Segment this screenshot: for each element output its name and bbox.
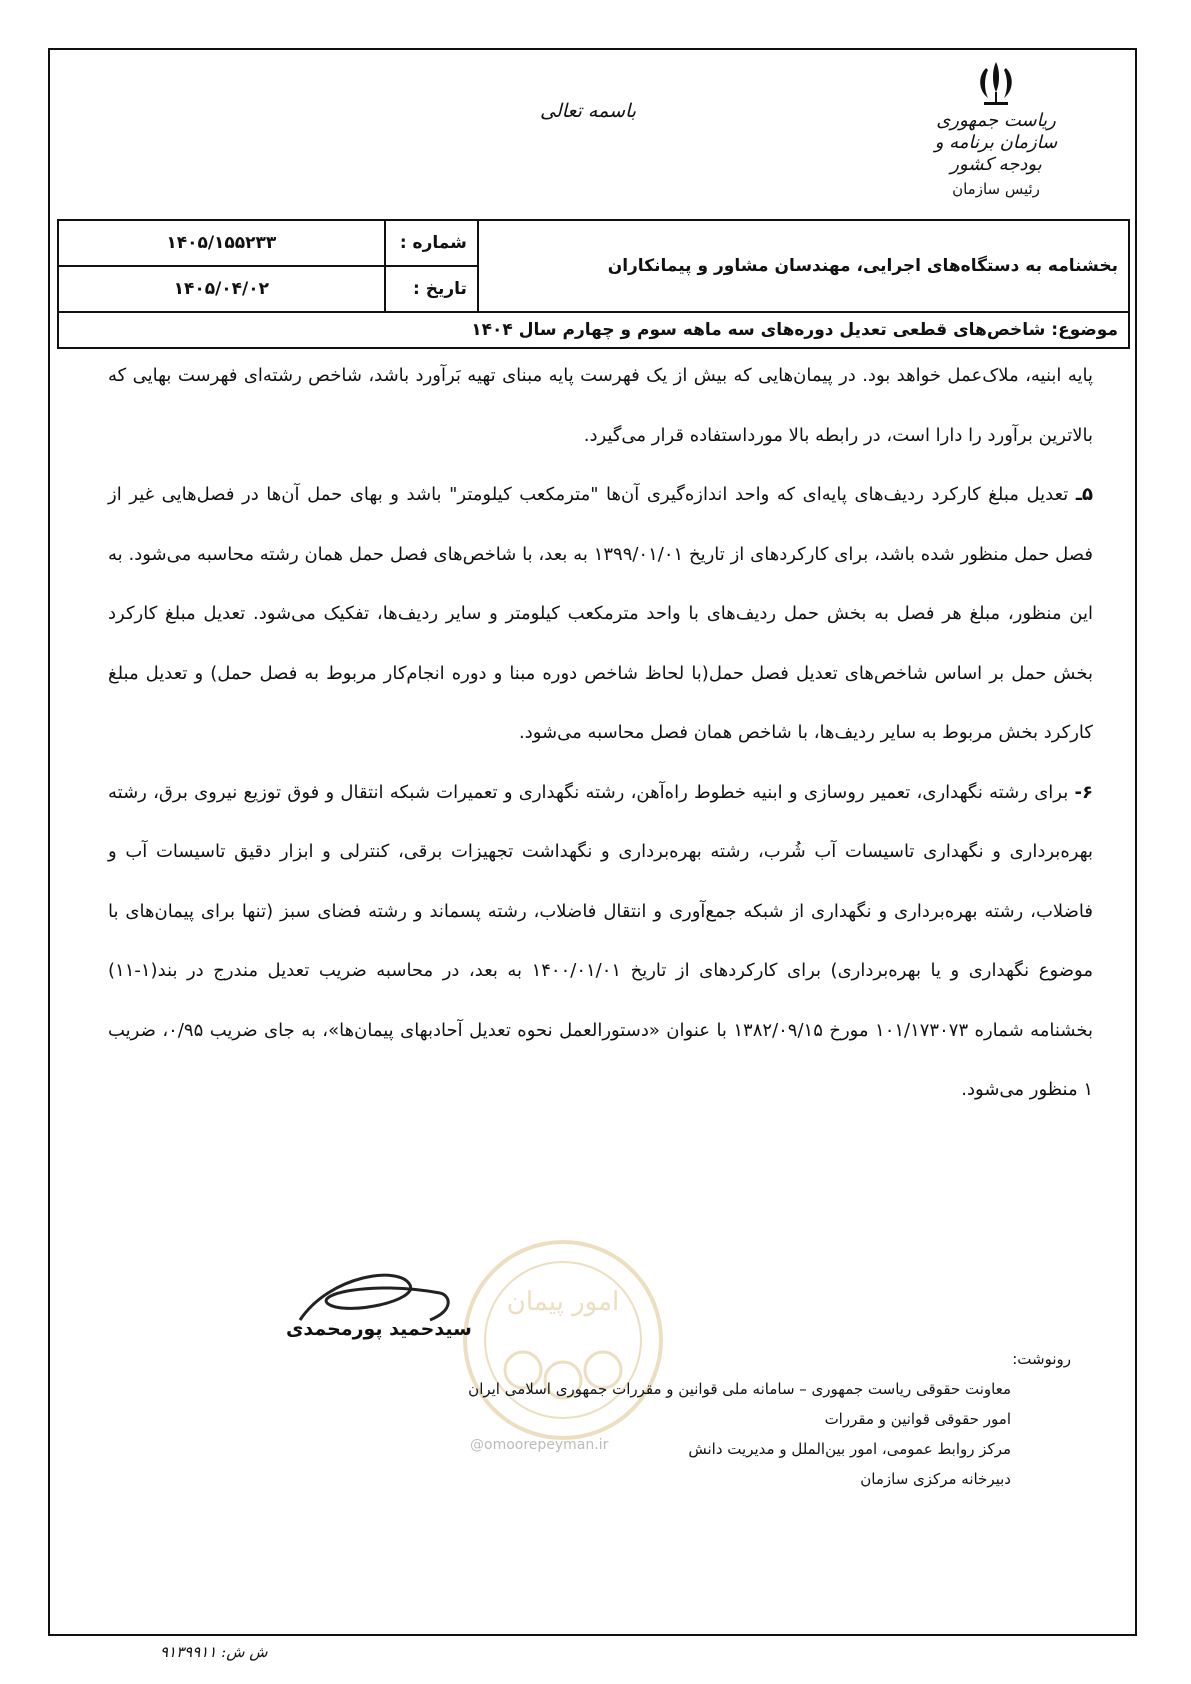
paragraph — [108, 763, 1093, 1120]
cc-item: دبیرخانه مرکزی سازمان — [860, 1470, 1011, 1488]
org-name: سازمان برنامه و بودجه کشور — [934, 132, 1058, 175]
date-value: ۱۴۰۵/۰۴/۰۲ — [58, 266, 385, 312]
cc-item: مرکز روابط عمومی، امور بین‌الملل و مدیریت دانش — [688, 1440, 1011, 1458]
number-value: ۱۴۰۵/۱۵۵۲۳۳ — [58, 220, 385, 266]
subject-line: موضوع: شاخص‌های قطعی تعدیل دوره‌های سه ماهه سوم و چهارم سال ۱۴۰۴ — [58, 312, 1129, 348]
footer-code: ش ش: ۹۱۳۹۹۱۱ — [160, 1643, 268, 1661]
paragraph: پایه ابنیه، ملاک‌عمل خواهد بود. در پیمان‌هایی که بیش از یک فهرست پایه مبنای تهیه بَرآورد باشد، شاخص رشته‌ای فهرست بهایی که بالاترین برآورد را دارا است، در رابطه بالا مورداستفاده قرار می‌گیرد. — [108, 365, 1093, 446]
org-presidency: ریاست جمهوری — [936, 110, 1056, 131]
letterhead — [911, 58, 1081, 198]
date-label: تاریخ : — [385, 266, 478, 312]
clause-text: برای رشته نگهداری، تعمیر روسازی و ابنیه خطوط راه‌آهن، رشته نگهداری و تعمیرات شبکه انتقال و فوق توزیع نیروی برق، رشته بهره‌برداری و نگهداری تاسیسات آب شُرب، رشته بهره‌برداری و نگهداشت تجهیزات برقی، کنترلی و ابزار دقیق تاسیسات آب و فاضلاب، رشته بهره‌برداری و نگهداری از شبکه جمع‌آوری و انتقال فاضلاب، رشته پسماند و رشته فضای سبز (تنها برای پیمان‌های با موضوع نگهداری و یا بهره‌برداری) برای کارکردهای از تاریخ ۱۴۰۰/۰۱/۰۱ به بعد، در محاسبه ضریب تعدیل مندرج در بند(۱-۱۱) بخشنامه شماره ۱۰۱/۱۷۳۰۷۳ مورخ ۱۳۸۲/۰۹/۱۵ با عنوان «دستورالعمل نحوه تعدیل آحادبهای پیمان‌ها»، به جای ضریب ۰/۹۵، ضریب ۱ منظور می‌شود. — [108, 781, 1093, 1100]
paragraph — [108, 465, 1093, 763]
cc-item: امور حقوقی قوانین و مقررات — [824, 1410, 1011, 1428]
letter-body — [108, 346, 1093, 1120]
emblem-icon — [972, 58, 1020, 108]
cc-title: رونوشت: — [1012, 1350, 1071, 1368]
clause-text: تعدیل مبلغ کارکرد ردیف‌های پایه‌ای که واحد اندازه‌گیری آن‌ها "مترمکعب کیلومتر" باشد و بهای حمل آن‌ها در فصل‌هایی غیر از فصل حمل منظور شده باشد، برای کارکردهای از تاریخ ۱۳۹۹/۰۱/۰۱ به بعد، با شاخص‌های فصل حمل همان رشته محاسبه می‌شود. به این منظور، مبلغ هر فصل به بخش حمل ردیف‌های با واحد مترمکعب کیلومتر و سایر ردیف‌ها، تفکیک می‌شود. تعدیل مبلغ کارکرد بخش حمل بر اساس شاخص‌های تعدیل فصل حمل(با لحاظ شاخص دوره مبنا و دوره انجام‌کار مربوط به فصل حمل) و تعدیل مبلغ کارکرد بخش مربوط به سایر ردیف‌ها، با شاخص همان فصل محاسبه می‌شود. — [108, 484, 1094, 743]
clause-number: ۵ـ — [1075, 484, 1093, 505]
number-label: شماره : — [385, 220, 478, 266]
watermark-site: @omoorepeyman.ir — [470, 1437, 609, 1453]
addressee: بخشنامه به دستگاه‌های اجرایی، مهندسان مشاور و پیمانکاران — [478, 220, 1129, 312]
stamp-text: امور پیمان — [506, 1287, 620, 1317]
cc-item: معاونت حقوقی ریاست جمهوری – سامانه ملی قوانین و مقررات جمهوری اسلامی ایران — [468, 1380, 1011, 1398]
invocation: باسمه تعالی — [540, 100, 637, 122]
letter-header-table — [57, 219, 1130, 349]
org-head: رئیس سازمان — [952, 180, 1040, 198]
signatory-name: سیدحمید پورمحمدی — [286, 1318, 472, 1340]
clause-number: ۶- — [1074, 781, 1093, 803]
cc-list — [468, 1344, 1071, 1494]
